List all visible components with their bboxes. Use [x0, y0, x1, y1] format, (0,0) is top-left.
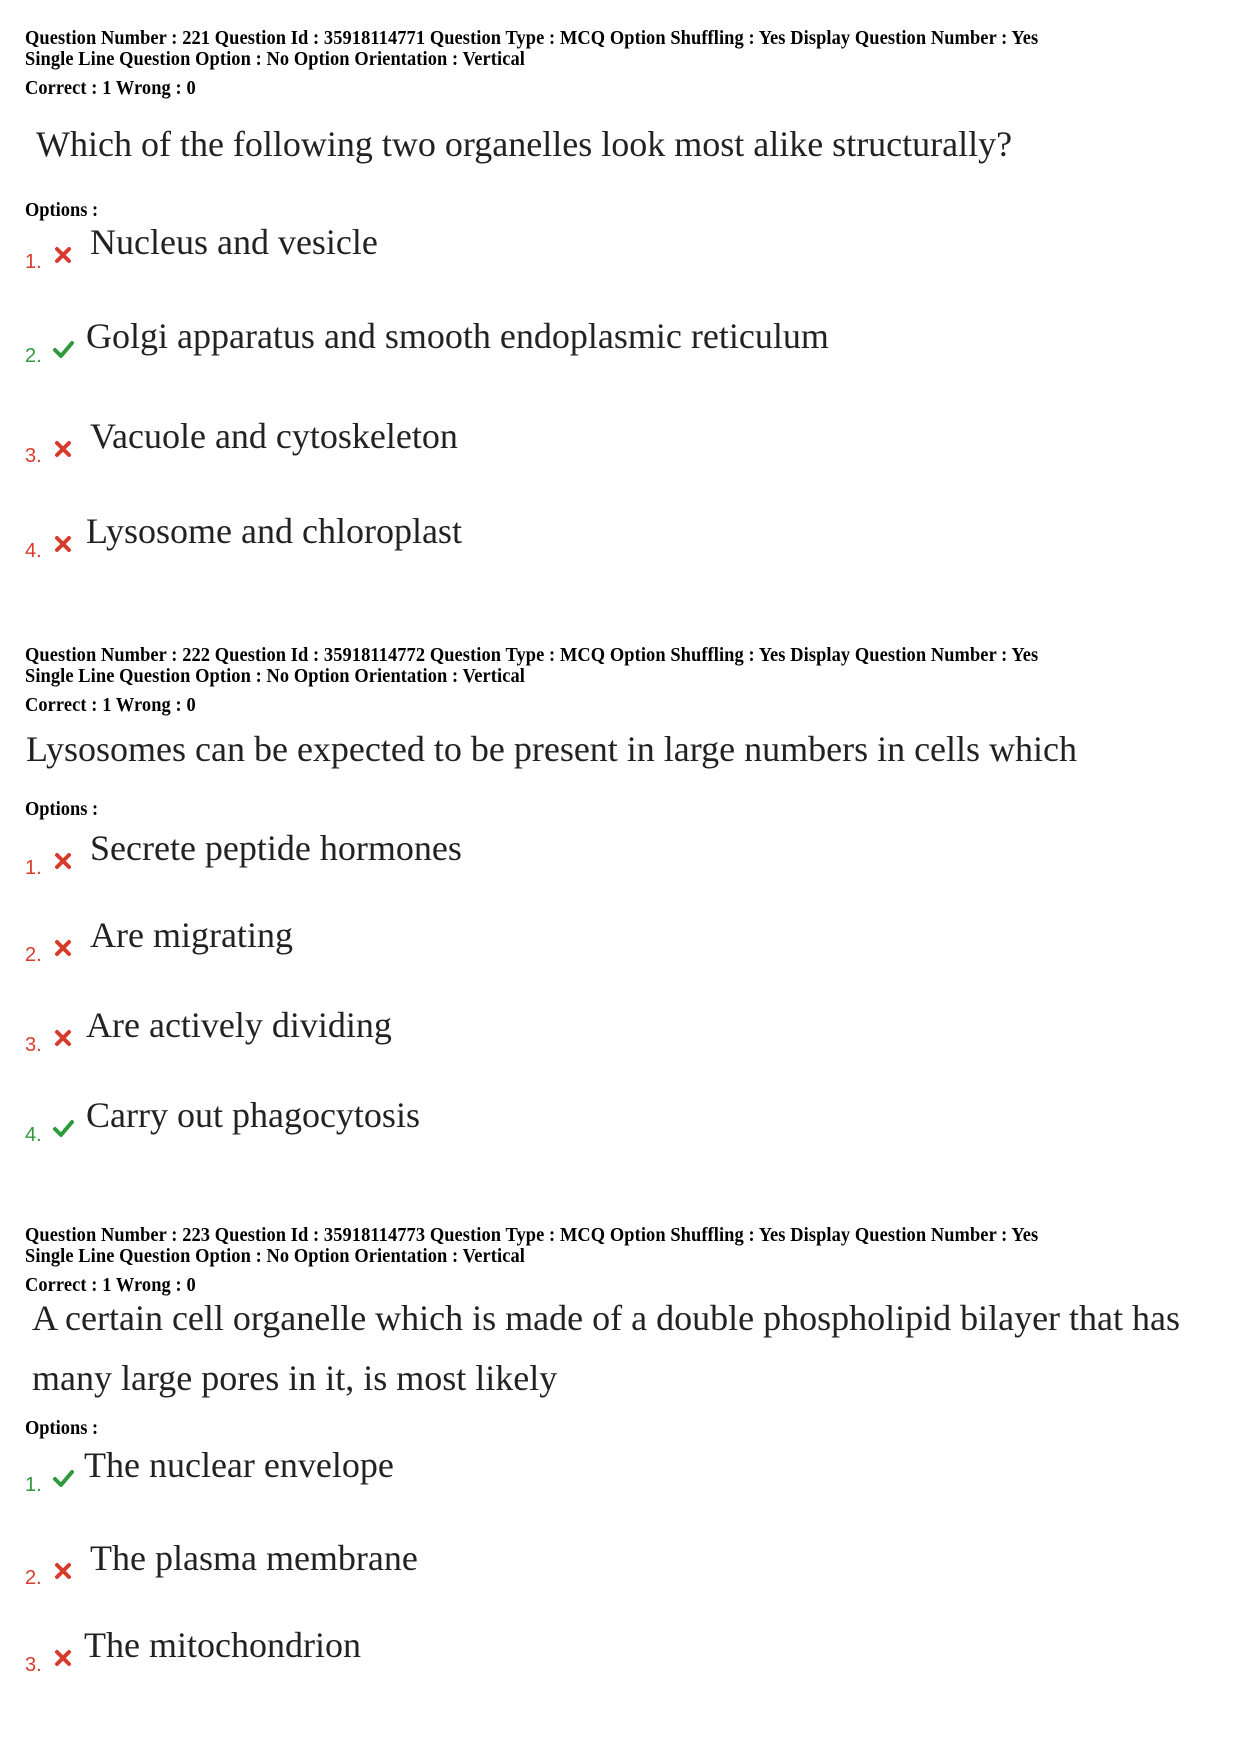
check-icon: [52, 1467, 74, 1489]
cross-icon: [52, 533, 74, 555]
option-text: Nucleus and vesicle: [90, 222, 378, 262]
option-text: The nuclear envelope: [84, 1445, 394, 1485]
check-icon: [52, 1117, 74, 1139]
question-block: [0, 620, 1240, 1180]
option-text: The mitochondrion: [84, 1625, 361, 1665]
option-text: Carry out phagocytosis: [86, 1095, 420, 1135]
option-item[interactable]: [0, 828, 1240, 888]
options-label: Options :: [25, 199, 99, 221]
option-text: Are actively dividing: [86, 1005, 392, 1045]
option-number: 4.: [25, 540, 42, 562]
option-number: 1.: [25, 1474, 42, 1496]
option-item[interactable]: [0, 1095, 1240, 1155]
cross-icon: [52, 937, 74, 959]
option-text: Secrete peptide hormones: [90, 828, 462, 868]
question-text-line: A certain cell organelle which is made of a double phospholipid bilayer that has: [32, 1298, 1181, 1338]
option-text: Are migrating: [90, 915, 293, 955]
option-item[interactable]: [0, 1445, 1240, 1505]
question-text: Lysosomes can be expected to be present in large numbers in cells which: [26, 729, 1078, 769]
options-label: Options :: [25, 798, 99, 820]
option-number: 3.: [25, 445, 42, 467]
question-score: Correct : 1 Wrong : 0: [25, 1274, 196, 1296]
question-block: [0, 1200, 1240, 1755]
option-number: 3.: [25, 1654, 42, 1676]
option-text: Lysosome and chloroplast: [86, 511, 462, 551]
option-number: 4.: [25, 1124, 42, 1146]
options-label: Options :: [25, 1417, 99, 1439]
question-score: Correct : 1 Wrong : 0: [25, 77, 196, 99]
option-number: 2.: [25, 345, 42, 367]
option-number: 2.: [25, 1567, 42, 1589]
cross-icon: [52, 1560, 74, 1582]
option-item[interactable]: [0, 1625, 1240, 1685]
question-meta-line1: Question Number : 222 Question Id : 35918114772 Question Type : MCQ Option Shuffling : Yes Display Question Number : Yes: [25, 644, 1039, 666]
cross-icon: [52, 850, 74, 872]
question-meta-line2: Single Line Question Option : No Option Orientation : Vertical: [25, 665, 525, 687]
option-item[interactable]: [0, 511, 1240, 571]
cross-icon: [52, 438, 74, 460]
option-number: 1.: [25, 251, 42, 273]
option-number: 2.: [25, 944, 42, 966]
option-number: 1.: [25, 857, 42, 879]
cross-icon: [52, 244, 74, 266]
question-block: [0, 0, 1240, 600]
question-score: Correct : 1 Wrong : 0: [25, 694, 196, 716]
question-text: Which of the following two organelles look most alike structurally?: [36, 124, 1013, 164]
check-icon: [52, 338, 74, 360]
question-text-line: many large pores in it, is most likely: [32, 1358, 558, 1398]
option-item[interactable]: [0, 915, 1240, 975]
option-text: Golgi apparatus and smooth endoplasmic reticulum: [86, 316, 829, 356]
option-item[interactable]: [0, 416, 1240, 476]
question-meta-line2: Single Line Question Option : No Option Orientation : Vertical: [25, 1245, 525, 1267]
question-meta-line1: Question Number : 223 Question Id : 35918114773 Question Type : MCQ Option Shuffling : Yes Display Question Number : Yes: [25, 1224, 1039, 1246]
cross-icon: [52, 1027, 74, 1049]
option-number: 3.: [25, 1034, 42, 1056]
option-text: Vacuole and cytoskeleton: [90, 416, 458, 456]
option-item[interactable]: [0, 316, 1240, 376]
question-meta-line2: Single Line Question Option : No Option Orientation : Vertical: [25, 48, 525, 70]
option-item[interactable]: [0, 1538, 1240, 1598]
cross-icon: [52, 1647, 74, 1669]
question-meta-line1: Question Number : 221 Question Id : 35918114771 Question Type : MCQ Option Shuffling : Yes Display Question Number : Yes: [25, 27, 1039, 49]
option-text: The plasma membrane: [90, 1538, 418, 1578]
option-item[interactable]: [0, 1005, 1240, 1065]
option-item[interactable]: [0, 222, 1240, 282]
